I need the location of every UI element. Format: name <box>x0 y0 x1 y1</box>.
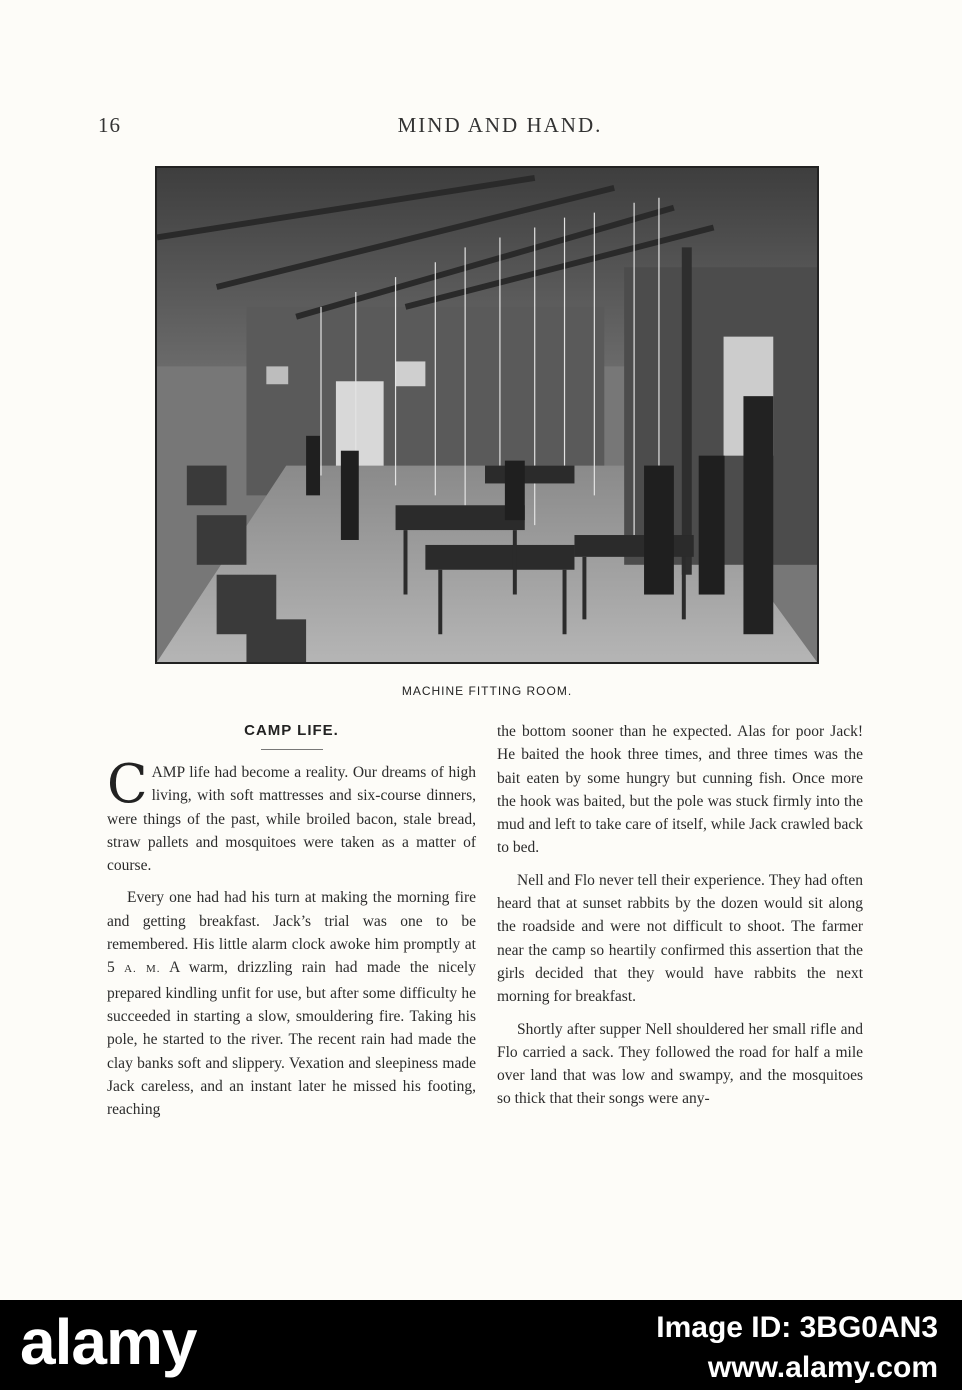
paragraph-3: Nell and Flo never tell their experience. They had often heard that at sunset rabbits by the dozen would sit along the roadside and were not difficult to shoot. The farmer near the camp so heartily confirmed this assertion that the girls decided that they would have rabbits the next morning for breakfast. <box>497 871 863 1006</box>
drop-cap: C <box>107 754 148 815</box>
watermark-logo: alamy <box>20 1306 197 1378</box>
left-column <box>107 720 476 1130</box>
paragraph-1-text: AMP life had become a reality. Our dreams of high living, with soft mattresses and six-course dinners, were things of the past, while broiled bacon, stale bread, straw pallets and mosquitoes were taken as a matter of course. <box>107 764 476 875</box>
site-url: www.alamy.com <box>707 1351 938 1384</box>
drill-press <box>743 396 773 634</box>
paragraph-2-text-b: A warm, drizzling rain had made the nicely prepared kindling unfit for use, but after some difficulty he succeeded in starting a slow, smouldering fire. Taking his pole, he started to the river. The recent rain had made the clay banks soft and slippery. Vexation and sleepiness made Jack careless, and an instant later he missed his footing, reaching <box>107 959 476 1119</box>
machine-room-photograph <box>155 166 819 664</box>
paragraph-1 <box>107 754 476 877</box>
time-am: A. M. <box>124 963 161 976</box>
support-post <box>682 247 692 574</box>
running-title: MIND AND HAND. <box>397 113 603 137</box>
image-id-block <box>656 1308 938 1388</box>
right-column <box>497 720 863 1120</box>
paragraph-2-text-a: Every one had had his turn at making the morning fire and getting breakfast. Jack’s trial was one to be remembered. His little alarm clock awoke him promptly at 5 <box>107 889 476 977</box>
title-rule <box>261 749 323 750</box>
photo-illustration <box>157 168 817 662</box>
paragraph-4: Shortly after supper Nell shouldered her small rifle and Flo carried a sack. They followed the road for half a mile over land that was low and swampy, and the mosquitoes so thick that their songs were any- <box>497 1020 863 1108</box>
photo-caption: MACHINE FITTING ROOM. <box>401 684 573 698</box>
wall-picture <box>266 366 288 384</box>
page-number: 16 <box>98 113 121 137</box>
back-window <box>396 361 426 386</box>
paragraph-2-continued: the bottom sooner than he expected. Alas for poor Jack! He baited the hook three times, and three times was the bait eaten by some hungry but cunning fish. Once more the hook was baited, but the pole was stuck firmly into the mud and left to take care of itself, while Jack crawled back to bed. <box>497 723 863 857</box>
paragraph-2 <box>107 886 476 1121</box>
image-id: Image ID: 3BG0AN3 <box>656 1311 938 1344</box>
section-title: CAMP LIFE. <box>244 722 339 739</box>
